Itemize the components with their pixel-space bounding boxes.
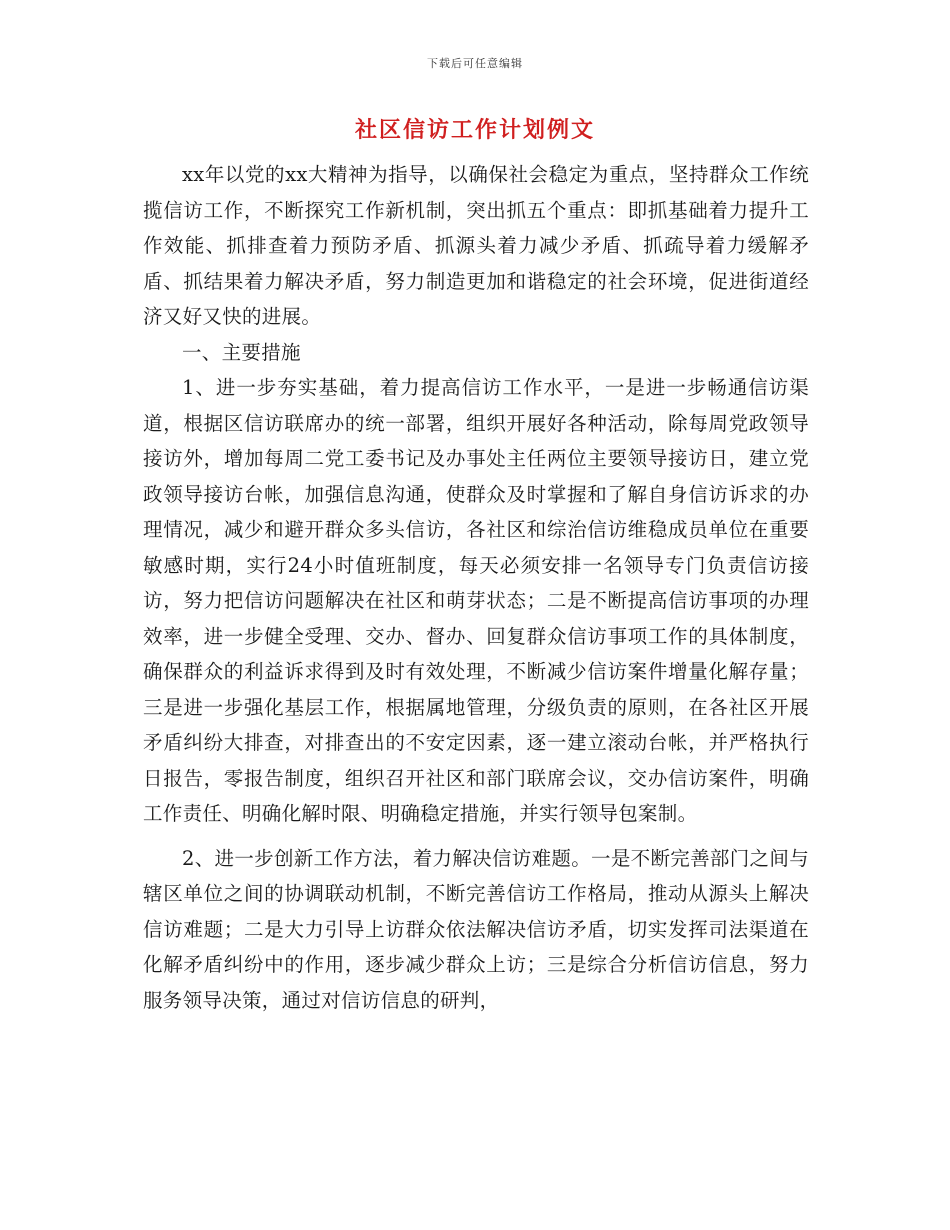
header-note: 下载后可任意编辑 — [427, 57, 523, 70]
paragraph-intro: xx年以党的xx大精神为指导，以确保社会稳定为重点，坚持群众工作统揽信访工作，不断探究工作新机制，突出抓五个重点：即抓基础着力提升工作效能、抓排查着力预防矛盾、抓源头着力减少矛盾、抓疏导着力缓解矛盾、抓结果着力解决矛盾，努力制造更加和谐稳定的社会环境，促进街道经济又好又快的进展。 — [143, 163, 809, 328]
document-body — [143, 157, 809, 1018]
paragraph-measure-2: 2、进一步创新工作方法，着力解决信访难题。一是不断完善部门之间与辖区单位之间的协调联动机制，不断完善信访工作格局，推动从源头上解决信访难题；二是大力引导上访群众依法解决信访矛盾，切实发挥司法渠道在化解矛盾纠纷中的作用，逐步减少群众上访；三是综合分析信访信息，努力服务领导决策，通过对信访信息的研判， — [143, 846, 809, 1012]
section-heading-main-measures: 一、主要措施 — [182, 340, 301, 364]
document-title: 社区信访工作计划例文 — [354, 117, 595, 143]
paragraph-measure-1: 1、进一步夯实基础，着力提高信访工作水平，一是进一步畅通信访渠道，根据区信访联席办的统一部署，组织开展好各种活动，除每周党政领导接访外，增加每周二党工委书记及办事处主任两位主要领导接访日，建立党政领导接访台帐，加强信息沟通，使群众及时掌握和了解自身信访诉求的办理情况，减少和避开群众多头信访，各社区和综治信访维稳成员单位在重要敏感时期，实行24小时值班制度，每天必须安排一名领导专门负责信访接访，努力把信访问题解决在社区和萌芽状态；二是不断提高信访事项的办理效率，进一步健全受理、交办、督办、回复群众信访事项工作的具体制度，确保群众的利益诉求得到及时有效处理，不断减少信访案件增量化解存量；三是进一步强化基层工作，根据属地管理，分级负责的原则，在各社区开展矛盾纠纷大排查，对排查出的不安定因素，逐一建立滚动台帐，并严格执行日报告，零报告制度，组织召开社区和部门联席会议，交办信访案件，明确工作责任、明确化解时限、明确稳定措施，并实行领导包案制。 — [143, 376, 809, 825]
